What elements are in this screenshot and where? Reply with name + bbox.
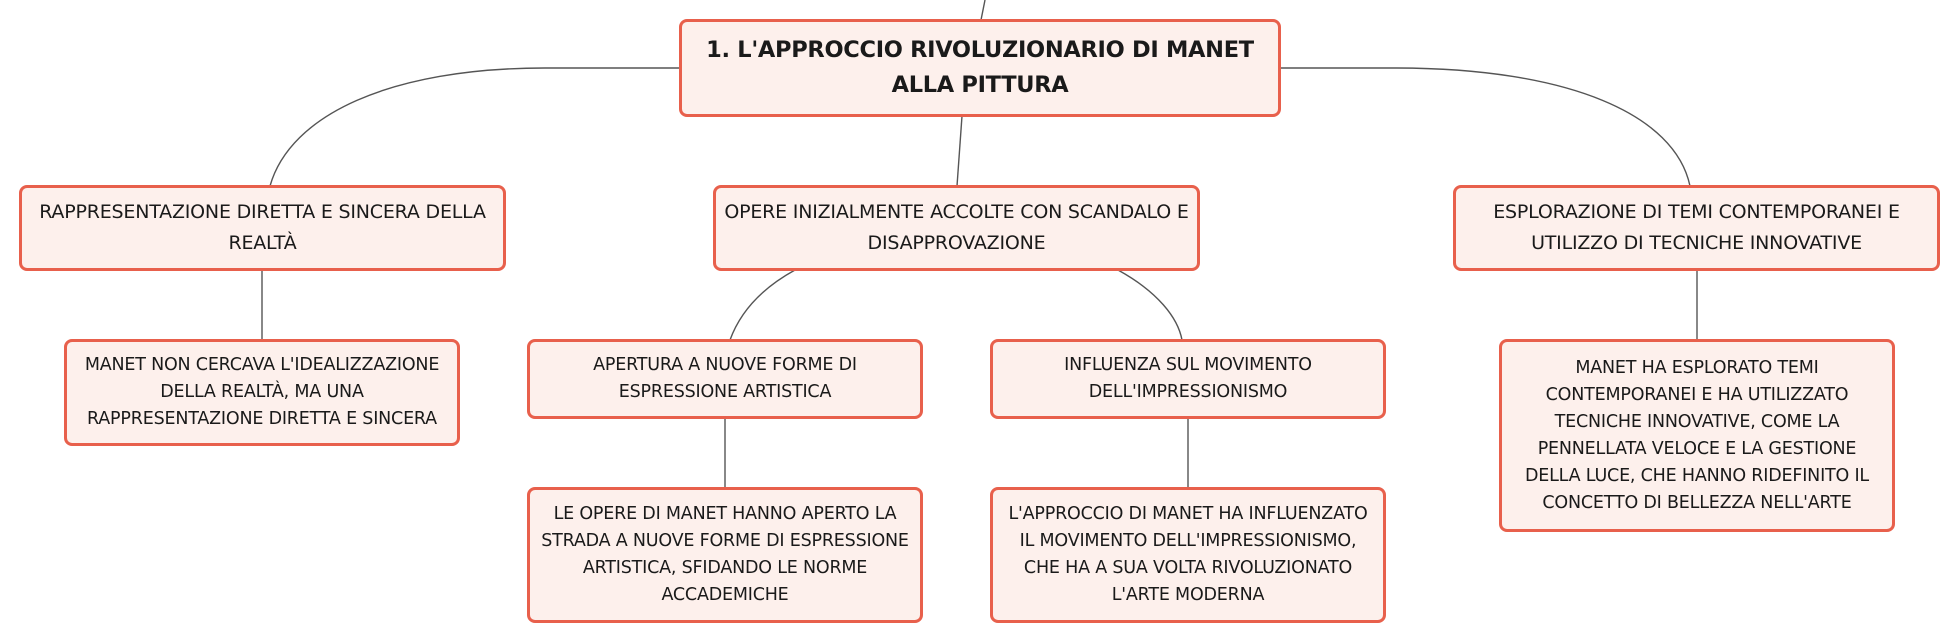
connector-to-parent xyxy=(981,0,985,20)
branch-scandal-reception[interactable] xyxy=(713,185,1200,271)
branch-label: RAPPRESENTAZIONE DIRETTA E SINCERA DELLA REALTÀ xyxy=(39,201,486,254)
connector-root-branch-3 xyxy=(1280,68,1690,186)
detail-impressionism-influence[interactable] xyxy=(990,487,1386,623)
detail-direct-representation[interactable] xyxy=(64,339,460,446)
subtopic-label: INFLUENZA SUL MOVIMENTO DELL'IMPRESSIONISMO xyxy=(1064,355,1312,402)
detail-contemporary-themes[interactable] xyxy=(1499,339,1895,532)
detail-label: L'APPROCCIO DI MANET HA INFLUENZATO IL MOVIMENTO DELL'IMPRESSIONISMO, CHE HA A SUA VOLTA RIVOLUZIONATO L'ARTE MODERNA xyxy=(1008,504,1368,605)
detail-label: LE OPERE DI MANET HANNO APERTO LA STRADA A NUOVE FORME DI ESPRESSIONE ARTISTICA, SFIDANDO LE NORME ACCADEMICHE xyxy=(541,504,909,605)
detail-new-expression[interactable] xyxy=(527,487,923,623)
branch-direct-representation[interactable] xyxy=(19,185,506,271)
central-topic[interactable] xyxy=(679,19,1281,117)
branch-contemporary-themes[interactable] xyxy=(1453,185,1940,271)
connector-branch-2-sub-1 xyxy=(730,270,795,340)
connector-root-branch-2 xyxy=(957,116,962,186)
connector-root-branch-1 xyxy=(270,68,680,186)
branch-label: OPERE INIZIALMENTE ACCOLTE CON SCANDALO E DISAPPROVAZIONE xyxy=(724,201,1189,254)
detail-label: MANET NON CERCAVA L'IDEALIZZAZIONE DELLA REALTÀ, MA UNA RAPPRESENTAZIONE DIRETTA E SINCERA xyxy=(84,355,440,429)
connector-branch-2-sub-2 xyxy=(1118,270,1182,340)
detail-label: MANET HA ESPLORATO TEMI CONTEMPORANEI E HA UTILIZZATO TECNICHE INNOVATIVE, COME LA PENNELLATA VELOCE E LA GESTIONE DELLA LUCE, CHE HANNO RIDEFINITO IL CONCETTO DI BELLEZZA NELL'ARTE xyxy=(1525,357,1869,513)
subtopic-impressionism-influence[interactable] xyxy=(990,339,1386,419)
central-topic-label: 1. L'APPROCCIO RIVOLUZIONARIO DI MANET ALLA PITTURA xyxy=(706,37,1254,98)
subtopic-new-expression[interactable] xyxy=(527,339,923,419)
subtopic-label: APERTURA A NUOVE FORME DI ESPRESSIONE ARTISTICA xyxy=(593,355,857,402)
branch-label: ESPLORAZIONE DI TEMI CONTEMPORANEI E UTILIZZO DI TECNICHE INNOVATIVE xyxy=(1493,201,1900,254)
